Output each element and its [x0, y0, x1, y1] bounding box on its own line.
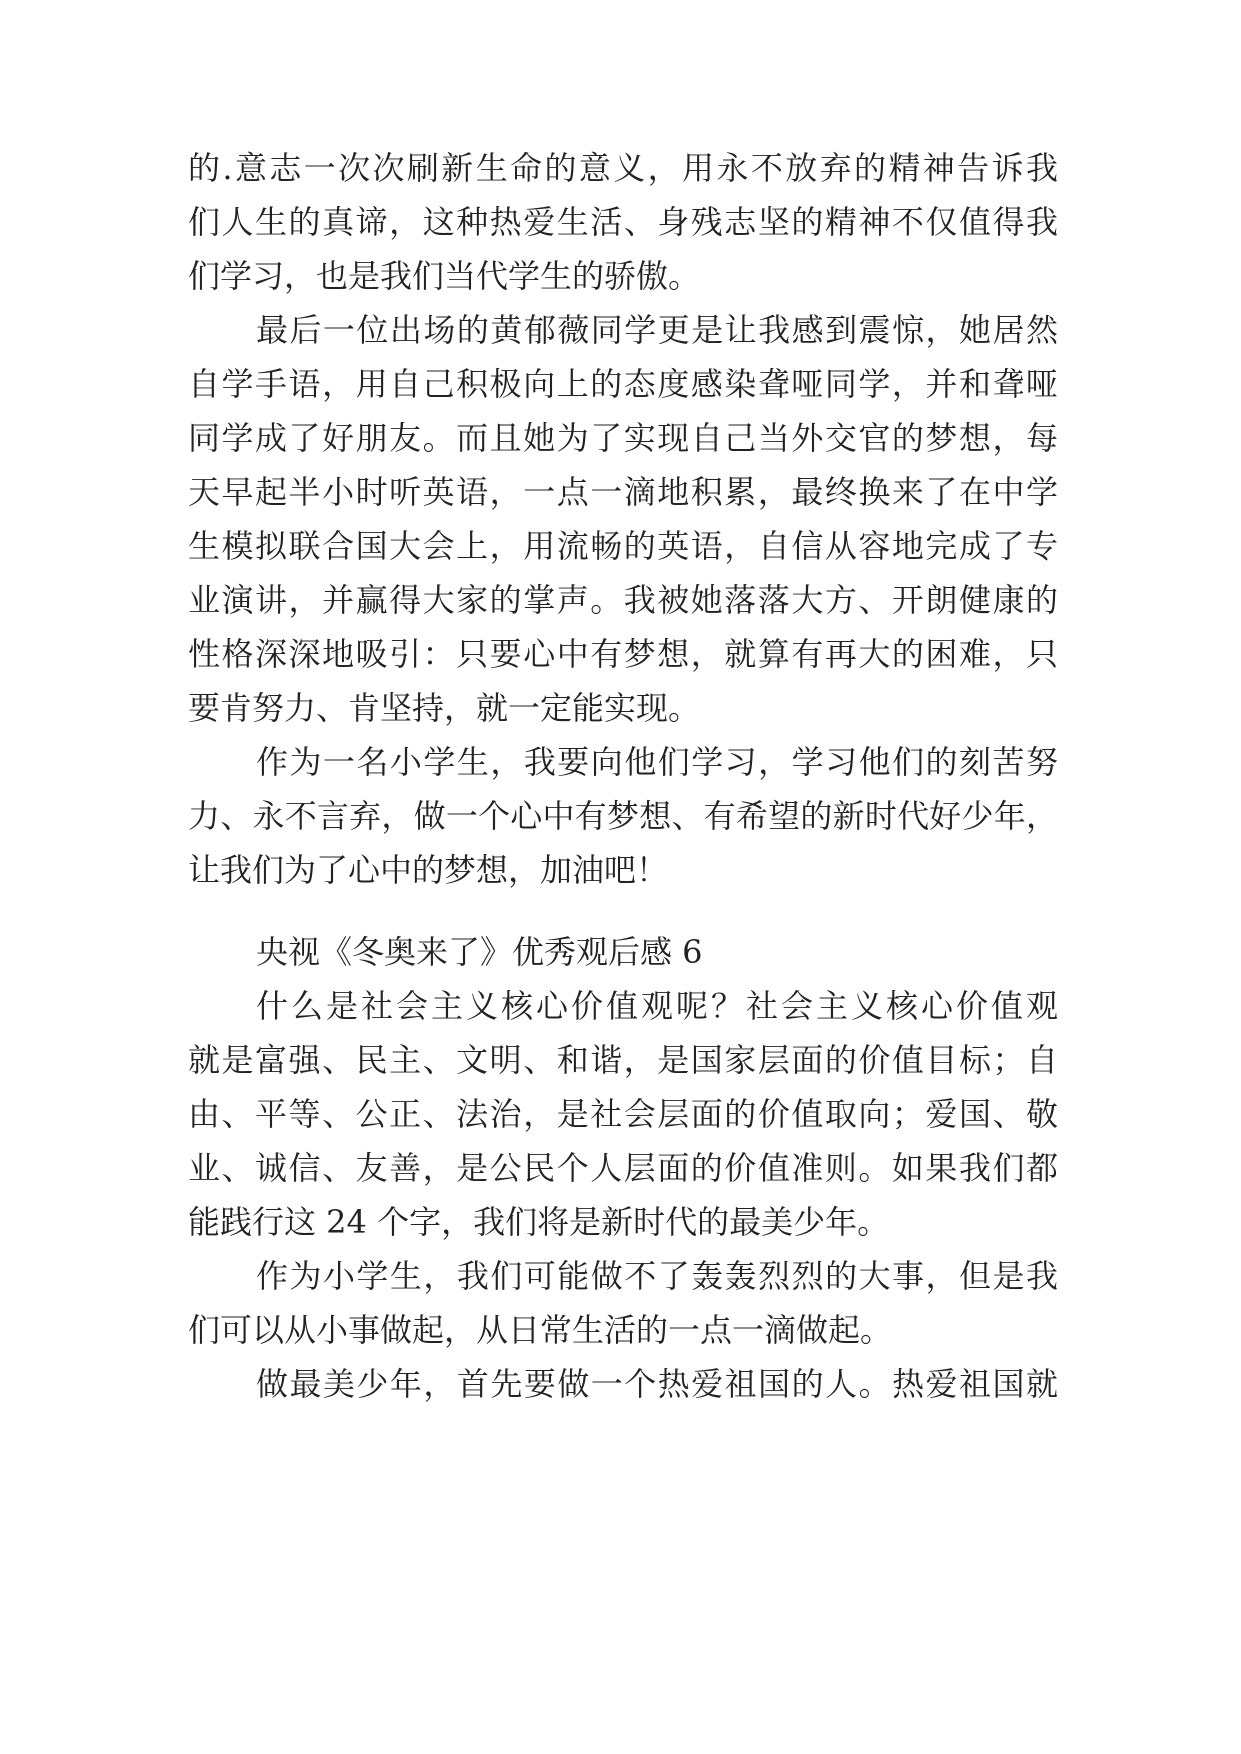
paragraph-6-line-1: 做最美少年，首先要做一个热爱祖国的人。热爱祖国就: [256, 1365, 1058, 1403]
paragraph-2-line-6: 业演讲，并赢得大家的掌声。我被她落落大方、开朗健康的: [188, 581, 1058, 619]
section-heading: 央视《冬奥来了》优秀观后感 6: [256, 933, 703, 971]
paragraph-1-line-3: 们学习，也是我们当代学生的骄傲。: [188, 257, 701, 295]
paragraph-4-line-3: 由、平等、公正、法治，是社会层面的价值取向；爱国、敬: [188, 1095, 1058, 1133]
paragraph-4-line-5: 能践行这 24 个字，我们将是新时代的最美少年。: [188, 1203, 890, 1241]
paragraph-2-line-4: 天早起半小时听英语，一点一滴地积累，最终换来了在中学: [188, 473, 1058, 511]
paragraph-2-line-7: 性格深深地吸引：只要心中有梦想，就算有再大的困难，只: [188, 635, 1058, 673]
paragraph-2-line-5: 生模拟联合国大会上，用流畅的英语，自信从容地完成了专: [188, 527, 1058, 565]
paragraph-2-line-1: 最后一位出场的黄郁薇同学更是让我感到震惊，她居然: [256, 311, 1058, 349]
paragraph-3-line-1: 作为一名小学生，我要向他们学习，学习他们的刻苦努: [256, 743, 1058, 781]
paragraph-4-line-1: 什么是社会主义核心价值观呢？社会主义核心价值观: [256, 987, 1058, 1025]
paragraph-2-line-3: 同学成了好朋友。而且她为了实现自己当外交官的梦想，每: [188, 419, 1058, 457]
paragraph-1-line-2: 们人生的真谛，这种热爱生活、身残志坚的精神不仅值得我: [188, 203, 1058, 241]
paragraph-5-line-1: 作为小学生，我们可能做不了轰轰烈烈的大事，但是我: [256, 1257, 1058, 1295]
paragraph-4-line-4: 业、诚信、友善，是公民个人层面的价值准则。如果我们都: [188, 1149, 1058, 1187]
paragraph-5-line-2: 们可以从小事做起，从日常生活的一点一滴做起。: [188, 1311, 893, 1349]
paragraph-3-line-2: 力、永不言弃，做一个心中有梦想、有希望的新时代好少年，: [188, 797, 1058, 835]
paragraph-3-line-3: 让我们为了心中的梦想，加油吧！: [188, 851, 669, 889]
paragraph-2-line-2: 自学手语，用自己积极向上的态度感染聋哑同学，并和聋哑: [188, 365, 1058, 403]
paragraph-4-line-2: 就是富强、民主、文明、和谐，是国家层面的价值目标；自: [188, 1041, 1058, 1079]
paragraph-1-line-1: 的.意志一次次刷新生命的意义，用永不放弃的精神告诉我: [188, 149, 1058, 187]
paragraph-2-line-8: 要肯努力、肯坚持，就一定能实现。: [188, 689, 701, 727]
